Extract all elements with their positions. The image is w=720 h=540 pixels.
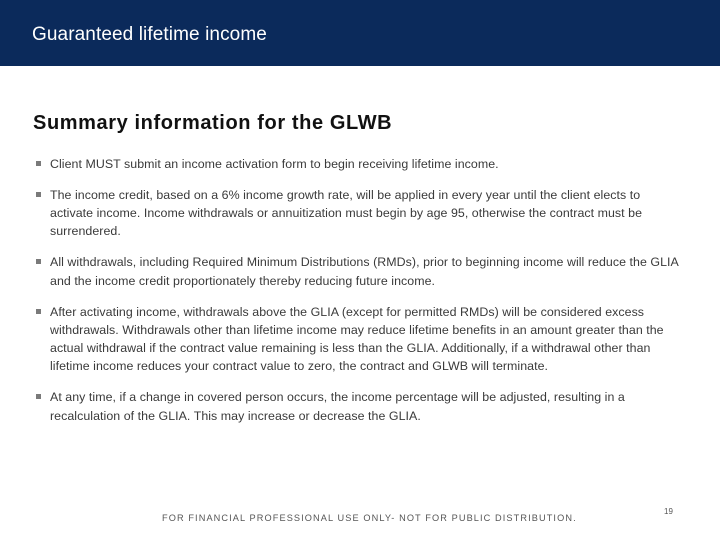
bullet-text: All withdrawals, including Required Minimum Distributions (RMDs), prior to beginning income will reduce the GLIA and the income credit proportionately thereby reducing future income. bbox=[50, 255, 679, 288]
bullet-item bbox=[36, 186, 686, 241]
section-title: Summary information for the GLWB bbox=[33, 112, 393, 134]
bullet-text: The income credit, based on a 6% income growth rate, will be applied in every year until the client elects to activate income. Income withdrawals or annuitization must begin by age 95, otherwise the contract must be surrendered. bbox=[50, 187, 643, 239]
bullet-text: After activating income, withdrawals above the GLIA (except for permitted RMDs) will be considered excess withdrawals. Withdrawals other than lifetime income may reduce lifetime benefits in an amount greater than the actual withdrawal if the contract value remaining is less than the GLIA. Additionally, if a withdrawal other than lifetime income reduces your contract value to zero, the contract and GLWB will terminate. bbox=[50, 304, 664, 374]
footer-disclaimer: FOR FINANCIAL PROFESSIONAL USE ONLY- NOT FOR PUBLIC DISTRIBUTION. bbox=[162, 513, 577, 523]
square-bullet-icon bbox=[36, 394, 41, 399]
square-bullet-icon bbox=[36, 259, 41, 264]
slide-title: Guaranteed lifetime income bbox=[32, 24, 267, 45]
square-bullet-icon bbox=[36, 161, 41, 166]
bullet-item bbox=[36, 303, 686, 376]
bullet-list bbox=[36, 155, 686, 438]
bullet-item bbox=[36, 155, 686, 173]
bullet-item bbox=[36, 253, 686, 290]
bullet-text: Client MUST submit an income activation form to begin receiving lifetime income. bbox=[50, 157, 499, 171]
square-bullet-icon bbox=[36, 192, 41, 197]
bullet-item bbox=[36, 388, 686, 425]
square-bullet-icon bbox=[36, 309, 41, 314]
bullet-text: At any time, if a change in covered person occurs, the income percentage will be adjusted, resulting in a recalculation of the GLIA. This may increase or decrease the GLIA. bbox=[50, 390, 625, 423]
page-number: 19 bbox=[664, 507, 673, 516]
header-bar bbox=[0, 0, 720, 66]
